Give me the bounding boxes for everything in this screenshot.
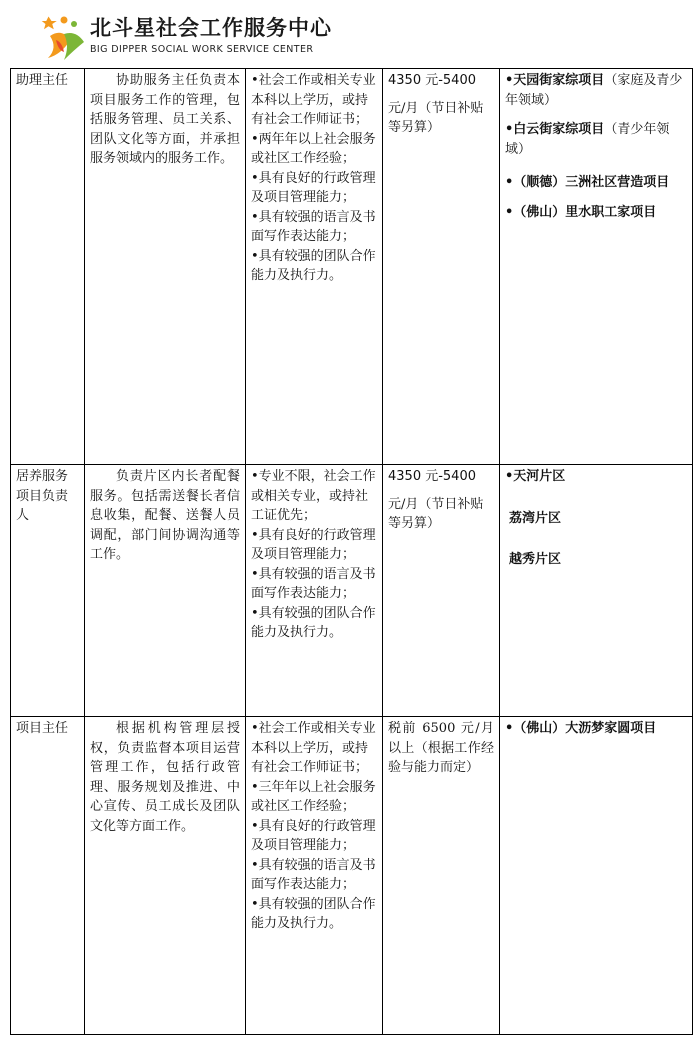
job-title: 助理主任 — [11, 69, 85, 465]
job-requirements — [246, 717, 383, 1035]
job-projects — [500, 717, 693, 1035]
big-dipper-logo-icon — [40, 10, 86, 62]
project-item: 越秀片区 — [509, 552, 562, 567]
job-duty: 根据机构管理层授权，负责监督本项目运营管理工作，包括行政管理、服务规划及推进、中心宣传、员工成长及团队文化等方面工作。 — [85, 717, 246, 1035]
requirement-item: •专业不限，社会工作或相关专业，或持社工证优先； — [251, 469, 376, 523]
salary-range: 4350 元-5400 — [388, 469, 476, 484]
job-title: 居养服务项目负责人 — [11, 465, 85, 717]
job-requirements — [246, 69, 383, 465]
requirement-item: •具有较强的团队合作能力及执行力。 — [251, 248, 376, 283]
org-name-en: BIG DIPPER SOCIAL WORK SERVICE CENTER — [90, 44, 314, 55]
requirement-item: •两年年以上社会服务或社区工作经验； — [251, 131, 376, 166]
project-item: •天河片区 — [505, 469, 566, 484]
job-table — [10, 68, 693, 1035]
job-salary — [383, 717, 500, 1035]
project-item: •天园街家综项目（家庭及青少年领域） — [505, 73, 683, 108]
job-duty: 负责片区内长者配餐服务。包括需送餐长者信息收集，配餐、送餐人员调配，部门间协调沟通等工作。 — [85, 465, 246, 717]
job-salary — [383, 69, 500, 465]
job-projects — [500, 69, 693, 465]
table-row — [11, 717, 693, 1035]
requirement-item: •具有良好的行政管理及项目管理能力； — [251, 818, 376, 853]
page-header — [40, 8, 660, 68]
job-salary — [383, 465, 500, 717]
job-projects — [500, 465, 693, 717]
requirement-item: •具有良好的行政管理及项目管理能力； — [251, 527, 376, 562]
table-row — [11, 69, 693, 465]
job-title: 项目主任 — [11, 717, 85, 1035]
requirement-item: •具有较强的语言及书面写作表达能力； — [251, 209, 376, 244]
job-duty: 协助服务主任负责本项目服务工作的管理，包括服务管理、员工关系、团队文化等方面，并承担服务领域内的服务工作。 — [85, 69, 246, 465]
requirement-item: •社会工作或相关专业本科以上学历，或持有社会工作师证书； — [251, 73, 376, 127]
salary-note: 元/月（节日补贴等另算） — [388, 496, 484, 531]
requirement-item: •具有较强的语言及书面写作表达能力； — [251, 566, 376, 601]
salary-range: 4350 元-5400 — [388, 73, 476, 88]
requirement-item: •具有较强的语言及书面写作表达能力； — [251, 857, 376, 892]
table-row — [11, 465, 693, 717]
requirement-item: •社会工作或相关专业本科以上学历，或持有社会工作师证书； — [251, 721, 376, 775]
org-name: 北斗星社会工作服务中心 — [90, 16, 332, 40]
project-item: •（佛山）里水职工家项目 — [505, 204, 657, 220]
requirement-item: •具有较强的团队合作能力及执行力。 — [251, 896, 376, 931]
project-item: •（佛山）大沥梦家圆项目 — [505, 721, 657, 736]
job-requirements — [246, 465, 383, 717]
project-item: 荔湾片区 — [509, 510, 562, 526]
project-item: •（顺德）三洲社区营造项目 — [505, 175, 670, 190]
requirement-item: •三年年以上社会服务或社区工作经验； — [251, 779, 376, 814]
salary-note: 元/月（节日补贴等另算） — [388, 100, 484, 135]
requirement-item: •具有良好的行政管理及项目管理能力； — [251, 170, 376, 205]
project-item: •白云街家综项目（青少年领域） — [505, 122, 670, 157]
salary-range: 税前 6500 元/月以上（根据工作经验与能力而定） — [388, 721, 494, 775]
requirement-item: •具有较强的团队合作能力及执行力。 — [251, 605, 376, 640]
